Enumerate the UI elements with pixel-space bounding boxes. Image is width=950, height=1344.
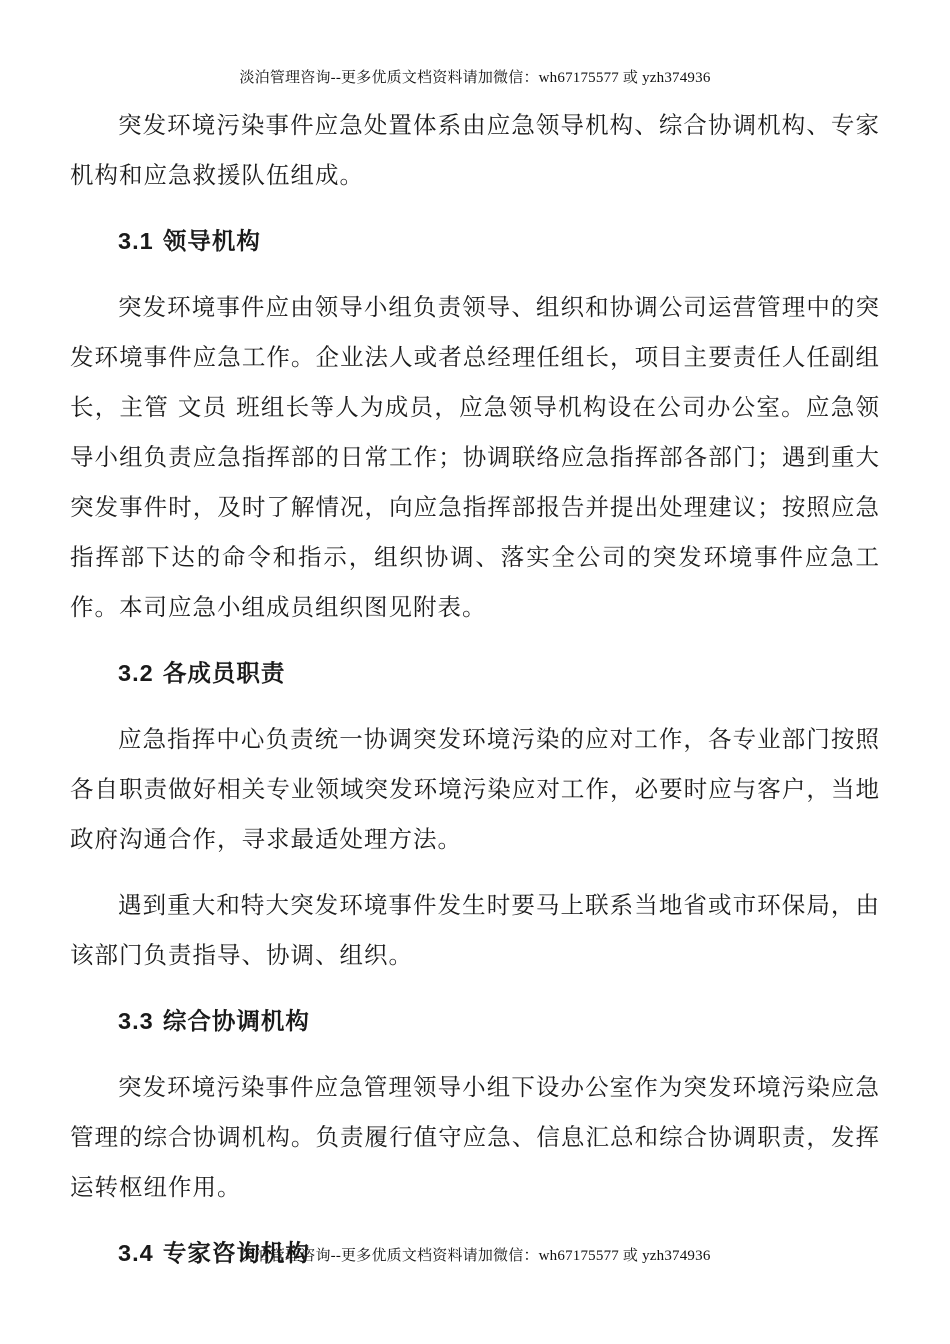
section-title: 领导机构 [162,227,261,255]
section-title: 各成员职责 [162,659,286,687]
section-number: 3.3 [118,1008,154,1034]
section-3-1-paragraph: 突发环境事件应由领导小组负责领导、组织和协调公司运营管理中的突发环境事件应急工作。企业法人或者总经理任组长，项目主要责任人任副组长，主管 文员 班组长等人为成员，应急领导机构设在公司办公室。应急领导小组负责应急指挥部的日常工作；协调联络应急指挥部各部门；遇到重大突发事件时，及时了解情况，向应急指挥部报告并提出处理建议；按照应急指挥部下达的命令和指示，组织协调、落实全公司的突发环境事件应急工作。本司应急小组成员组织图见附表。 [70,293,880,621]
page-header: 淡泊管理咨询--更多优质文档资料请加微信：wh67175577 或 yzh374936 [239,70,711,86]
section-number: 3.1 [118,228,154,254]
section-3-3-paragraph: 突发环境污染事件应急管理领导小组下设办公室作为突发环境污染应急管理的综合协调机构。负责履行值守应急、信息汇总和综合协调职责，发挥运转枢纽作用。 [70,1073,880,1201]
section-heading-3-3 [70,996,880,1046]
section-title: 综合协调机构 [162,1007,310,1035]
section-number: 3.2 [118,660,154,686]
document-body [70,100,880,1278]
section-heading-3-2 [70,648,880,698]
section-3-2-paragraph-2: 遇到重大和特大突发环境事件发生时要马上联系当地省或市环保局，由该部门负责指导、协调、组织。 [70,891,880,969]
section-heading-3-1 [70,216,880,266]
section-3-2-paragraph-1: 应急指挥中心负责统一协调突发环境污染的应对工作，各专业部门按照各自职责做好相关专业领域突发环境污染应对工作，必要时应与客户，当地政府沟通合作，寻求最适处理方法。 [70,725,880,853]
page-footer: 淡泊管理咨询--更多优质文档资料请加微信：wh67175577 或 yzh374936 [239,1248,711,1264]
section-number: 3.4 [118,1240,154,1266]
section-title: 专家咨询机构 [162,1239,310,1267]
intro-paragraph: 突发环境污染事件应急处置体系由应急领导机构、综合协调机构、专家机构和应急救援队伍组成。 [70,111,880,189]
